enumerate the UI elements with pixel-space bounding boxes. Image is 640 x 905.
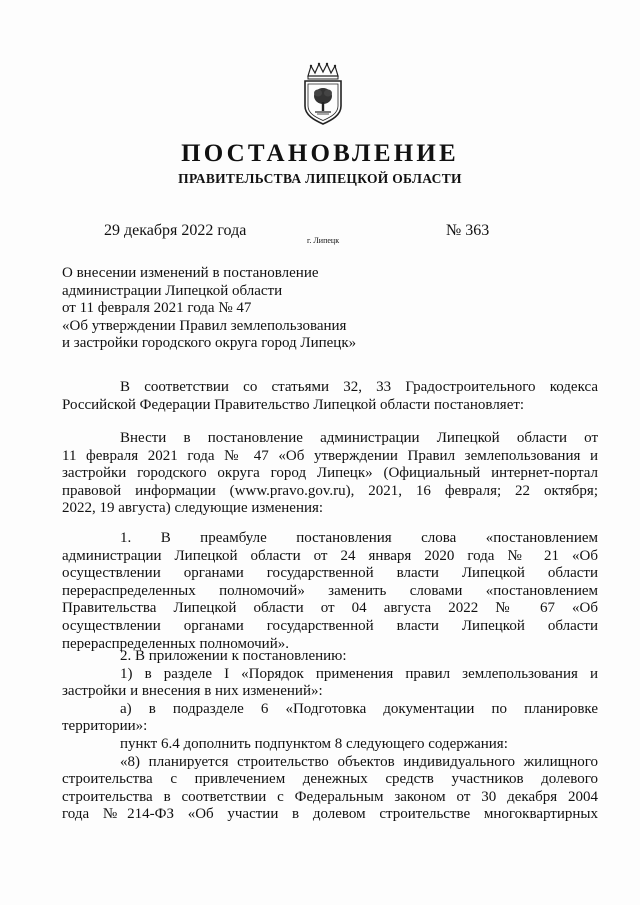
- item-1-line: перераспределенных полномочий» заменить словами «постановлением: [62, 582, 598, 599]
- item-1-paragraph: [62, 530, 598, 653]
- item-2-line: а) в подразделе 6 «Подготовка документации по планировке: [120, 700, 598, 717]
- item-1-line: осуществлении органами государственной власти Липецкой области: [62, 617, 598, 634]
- intro-paragraph: [62, 379, 598, 414]
- item-2-line: года №214-ФЗ «Об участии в долевом строительстве многоквартирных: [62, 806, 598, 823]
- amendment-line: 11 февраля 2021 года № 47 «Об утверждении Правил землепользования и: [62, 447, 598, 464]
- document-city: г. Липецк: [307, 236, 340, 245]
- item-1-line: Правительства Липецкой области от 04 августа 2022 № 67 «Об: [62, 600, 598, 617]
- document-heading: [62, 265, 356, 353]
- item-2-line: пункт 6.4 дополнить подпунктом 8 следующего содержания:: [120, 735, 508, 752]
- heading-line: администрации Липецкой области: [62, 282, 283, 299]
- intro-line: В соответствии со статьями 32, 33 Градостроительного кодекса: [120, 379, 598, 395]
- item-2-line: строительства в соответствии с Федеральным законом от 30 декабря 2004: [62, 788, 598, 805]
- item-2-line: застройки и внесения в них изменений»:: [62, 683, 323, 700]
- heading-line: «Об утверждении Правил землепользования: [62, 317, 347, 334]
- heading-line: от 11 февраля 2021 года № 47: [62, 300, 252, 316]
- heading-line: О внесении изменений в постановление: [62, 265, 319, 281]
- intro-line: Российской Федерации Правительство Липецкой области постановляет:: [62, 396, 525, 413]
- amendment-line: 2022, 19 августа) следующие изменения:: [62, 500, 324, 517]
- item-2-line: 2. В приложении к постановлению:: [120, 648, 347, 664]
- amendment-paragraph: [62, 430, 598, 518]
- item-1-line: осуществлении органами государственной власти Липецкой области: [62, 565, 598, 582]
- amendment-line: Внести в постановление администрации Липецкой области от: [120, 430, 598, 446]
- heading-line: и застройки городского округа город Липецк»: [62, 335, 357, 351]
- coat-of-arms-icon: [296, 62, 350, 126]
- item-1-line: 1. В преамбуле постановления слова «постановлением: [120, 530, 598, 546]
- item-2-line: «8) планируется строительство объектов индивидуального жилищного: [120, 753, 598, 770]
- amendment-line: застройки городского округа город Липецк» (Официальный интернет-портал: [62, 465, 598, 482]
- document-title: ПОСТАНОВЛЕНИЕ: [181, 140, 459, 167]
- item-1-line: администрации Липецкой области от 24 января 2020 года № 21 «Об: [62, 547, 598, 564]
- item-2-line: территории»:: [62, 718, 148, 735]
- document-issuer: ПРАВИТЕЛЬСТВА ЛИПЕЦКОЙ ОБЛАСТИ: [178, 171, 462, 186]
- item-2-line: 1) в разделе I «Порядок применения правил землепользования и: [120, 665, 598, 682]
- document-number: № 363: [446, 222, 490, 239]
- document-date: 29 декабря 2022 года: [104, 222, 247, 239]
- item-1-line: перераспределенных полномочий».: [62, 635, 289, 652]
- amendment-line: правовой информации (www.pravo.gov.ru), 2021, 16 февраля; 22 октября;: [62, 482, 598, 499]
- item-2-paragraph: [62, 648, 598, 824]
- item-2-line: строительства с привлечением денежных средств участников долевого: [62, 771, 598, 788]
